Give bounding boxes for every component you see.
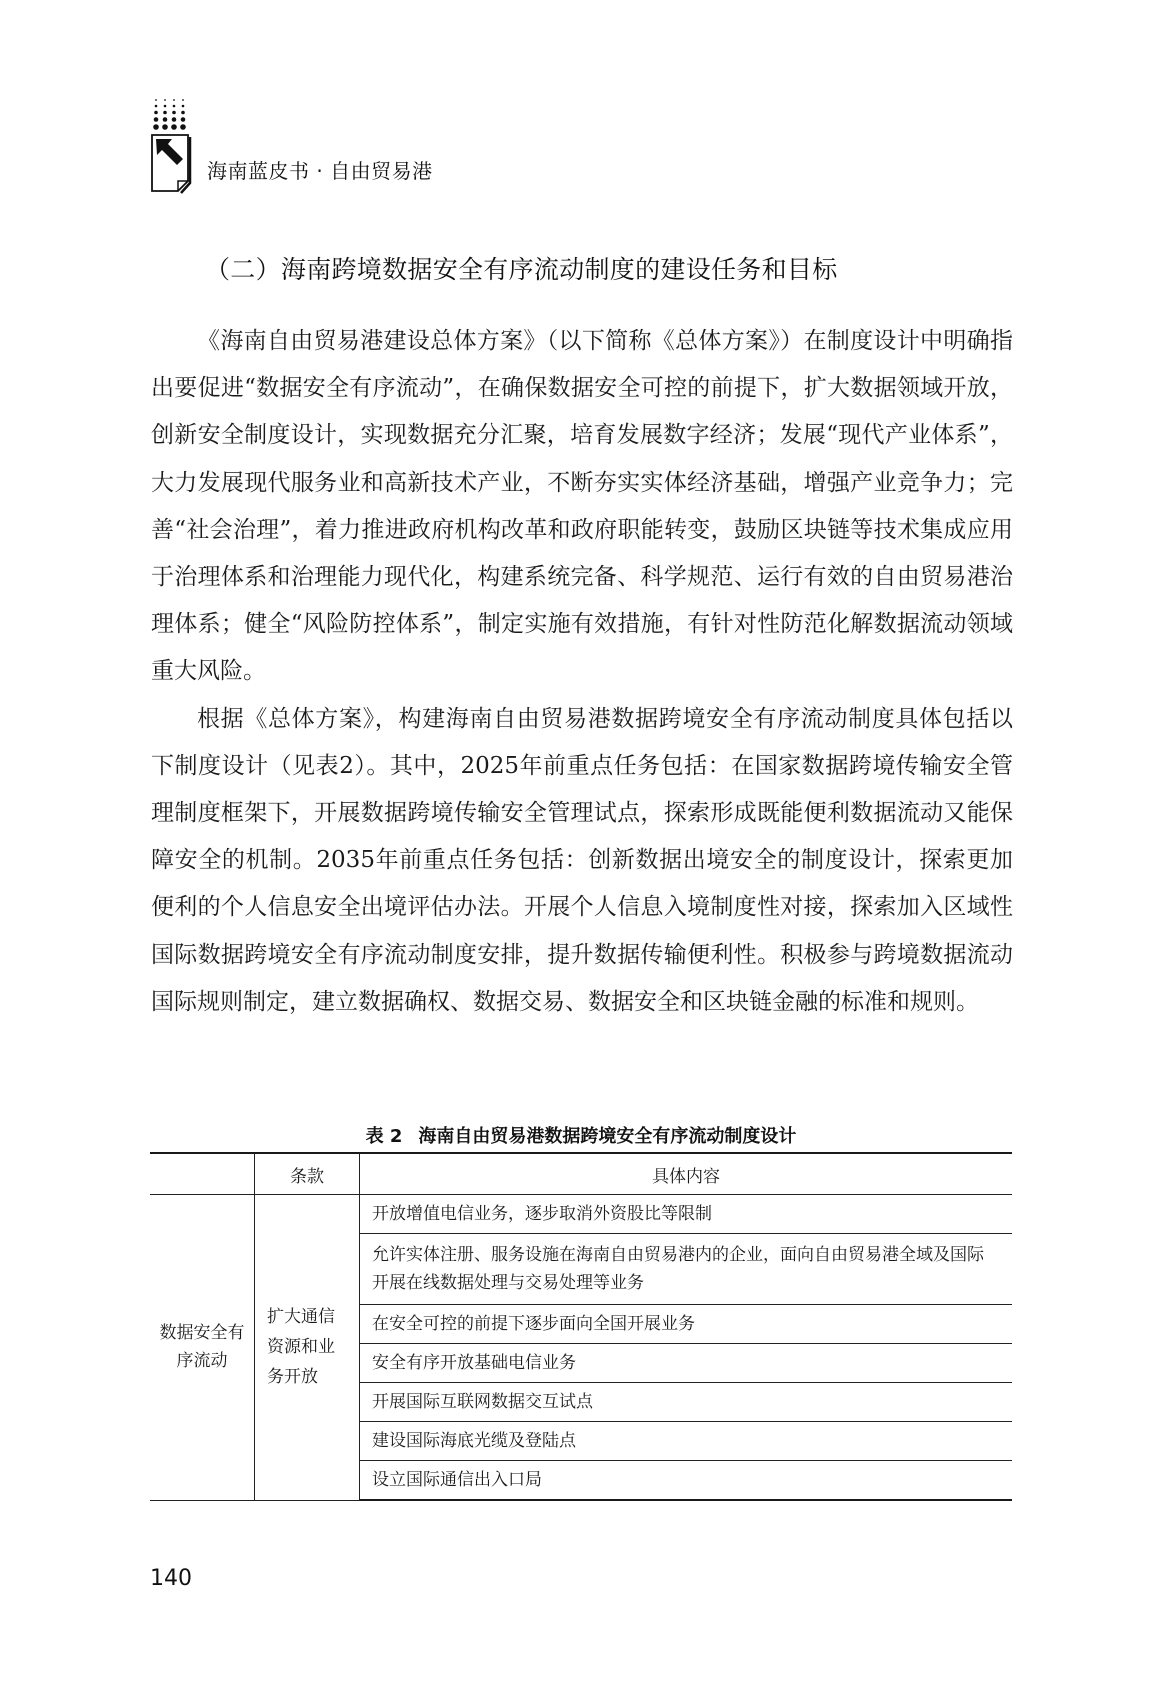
- header-cell: 具体内容: [360, 1153, 1013, 1195]
- paragraph: 《海南自由贸易港建设总体方案》（以下简称《总体方案》）在制度设计中明确指出要促进“数据安全有序流动”，在确保数据安全可控的前提下，扩大数据领域开放，创新安全制度设计，实现数据充分汇聚，培育发展数字经济；发展“现代产业体系”，大力发展现代服务业和高新技术产业，不断夯实实体经济基础，增强产业竞争力；完善“社会治理”，着力推进政府机构改革和政府职能转变，鼓励区块链等技术集成应用于治理体系和治理能力现代化，构建系统完备、科学规范、运行有效的自由贸易港治理体系；健全“风险防控体系”，制定实施有效措施，有针对性防范化解数据流动领域重大风险。: [151, 328, 1013, 685]
- page-number: 140: [150, 1566, 192, 1591]
- content-cell: 开展国际互联网数据交互试点: [360, 1383, 1013, 1422]
- category-cell: 数据安全有序流动: [150, 1195, 255, 1501]
- table-title: 海南自由贸易港数据跨境安全有序流动制度设计: [418, 1126, 797, 1147]
- book-arrow-logo-icon: [150, 97, 195, 195]
- running-head: 海南蓝皮书 · 自由贸易港: [207, 159, 433, 183]
- header-cell: 条款: [255, 1153, 360, 1195]
- section-heading: （二）海南跨境数据安全有序流动制度的建设任务和目标: [205, 255, 838, 284]
- table-row: [150, 1195, 1012, 1234]
- header-cell: [150, 1153, 255, 1195]
- content-cell: 开放增值电信业务，逐步取消外资股比等限制: [360, 1195, 1013, 1234]
- content-cell: 设立国际通信出入口局: [360, 1461, 1013, 1501]
- content-cell: 建设国际海底光缆及登陆点: [360, 1422, 1013, 1461]
- table-number: 表 2: [365, 1126, 403, 1147]
- table-header-row: [150, 1153, 1012, 1195]
- paragraph: 根据《总体方案》，构建海南自由贸易港数据跨境安全有序流动制度具体包括以下制度设计（见表2）。其中，2025年前重点任务包括：在国家数据跨境传输安全管理制度框架下，开展数据跨境传输安全管理试点，探索形成既能便利数据流动又能保障安全的机制。2035年前重点任务包括：创新数据出境安全的制度设计，探索更加便利的个人信息安全出境评估办法。开展个人信息入境制度性对接，探索加入区域性国际数据跨境安全有序流动制度安排，提升数据传输便利性。积极参与跨境数据流动国际规则制定，建立数据确权、数据交易、数据安全和区块链金融的标准和规则。: [151, 705, 1013, 1015]
- clause-cell: 扩大通信资源和业务开放: [255, 1195, 360, 1501]
- content-cell: 安全有序开放基础电信业务: [360, 1344, 1013, 1383]
- body-text: [151, 318, 1013, 1026]
- content-cell: 允许实体注册、服务设施在海南自由贸易港内的企业，面向自由贸易港全域及国际开展在线数据处理与交易处理等业务: [360, 1234, 1013, 1305]
- content-cell: 在安全可控的前提下逐步面向全国开展业务: [360, 1305, 1013, 1344]
- table-caption: [150, 1122, 1012, 1148]
- policy-table: [150, 1152, 1012, 1501]
